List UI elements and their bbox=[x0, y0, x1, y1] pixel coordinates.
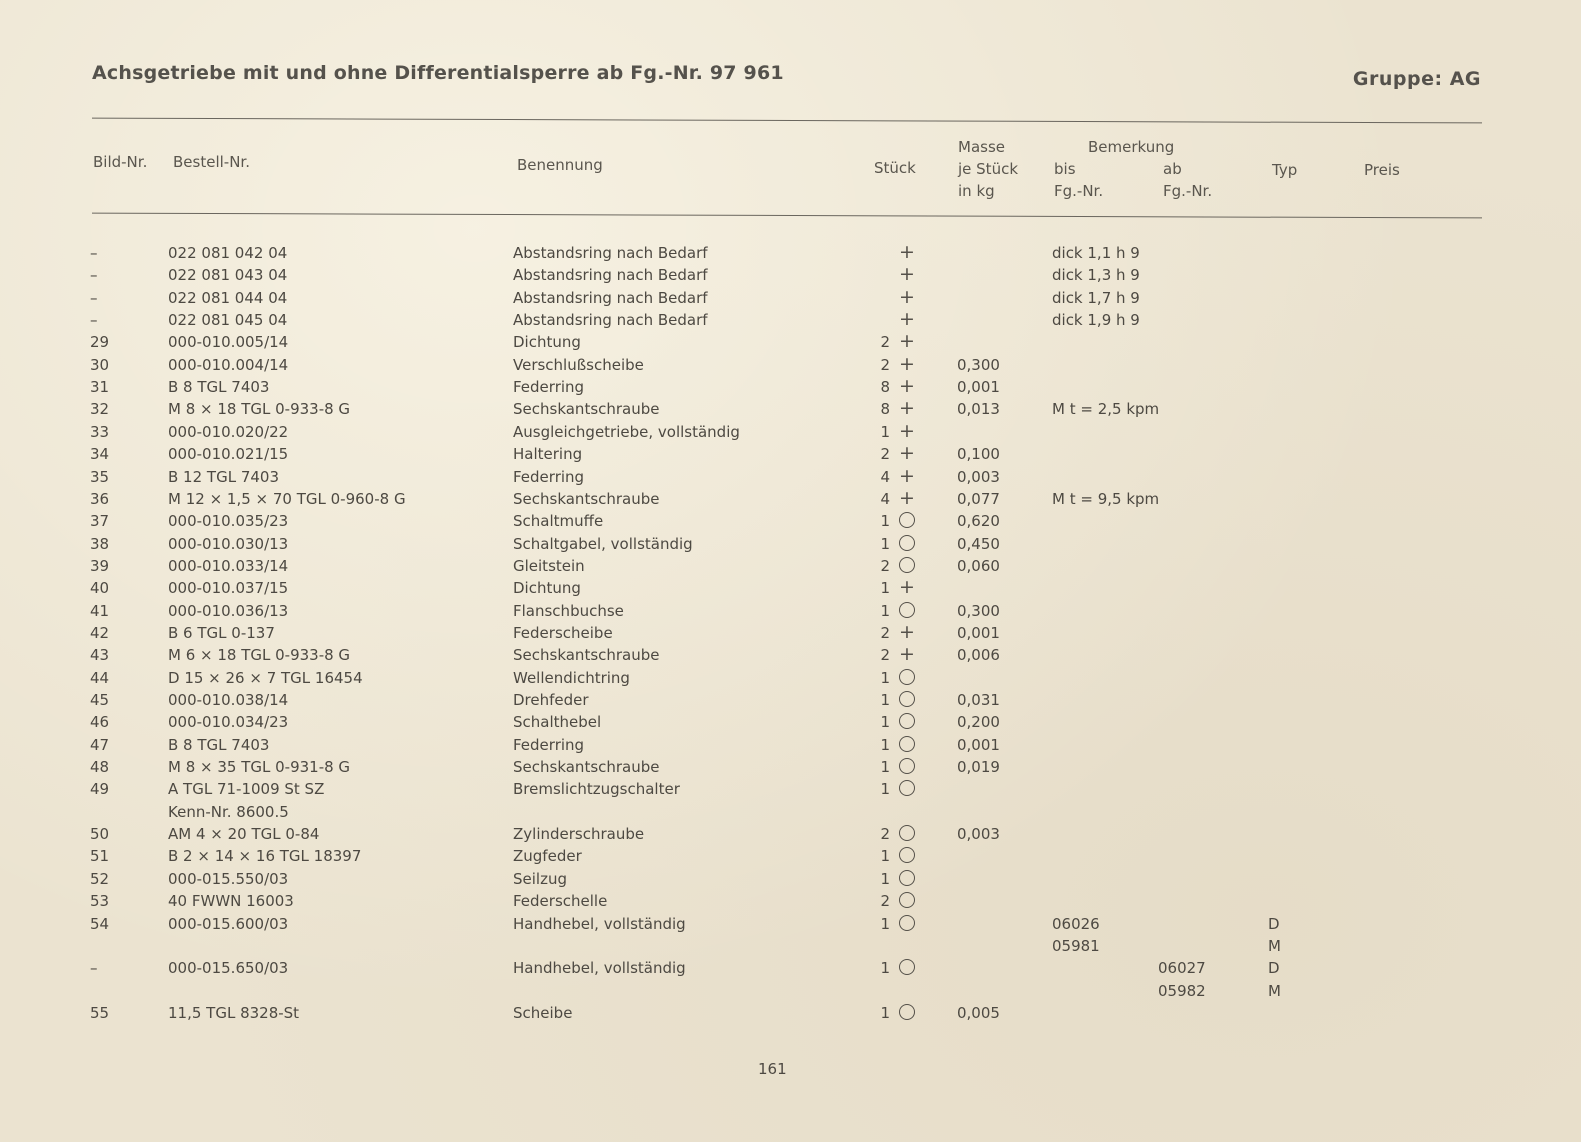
bestell-nr-cell: M 12 × 1,5 × 70 TGL 0-960-8 G bbox=[168, 489, 406, 508]
page-number: 161 bbox=[758, 1060, 787, 1078]
bestell-nr-cell: 022 081 042 04 bbox=[168, 244, 288, 262]
stueck-cell: 2 bbox=[880, 646, 890, 665]
table-row bbox=[0, 533, 1581, 555]
stueck-cell: 1 bbox=[880, 735, 890, 754]
table-row bbox=[0, 667, 1581, 689]
table-row bbox=[0, 398, 1581, 420]
bild-nr-cell: 41 bbox=[90, 601, 110, 620]
masse-cell: 0,300 bbox=[957, 601, 1000, 620]
circle-marker-icon bbox=[897, 868, 917, 890]
stueck-cell: 1 bbox=[880, 713, 890, 732]
bild-nr-cell: 45 bbox=[90, 691, 110, 709]
circle-marker-icon bbox=[897, 711, 917, 733]
benennung-cell: Sechskantschraube bbox=[513, 646, 660, 665]
bestell-nr-cell: 000-010.021/15 bbox=[168, 445, 289, 464]
col-header-masse-line1: Masse bbox=[958, 138, 1005, 156]
benennung-cell: Flanschbuchse bbox=[513, 601, 624, 620]
masse-cell: 0,100 bbox=[957, 445, 1000, 464]
masse-cell: 0,620 bbox=[957, 512, 1000, 531]
benennung-cell: Zugfeder bbox=[513, 847, 582, 866]
bestell-nr-cell: 000-010.033/14 bbox=[168, 556, 289, 575]
bild-nr-cell: 42 bbox=[90, 623, 110, 642]
bild-nr-cell: 47 bbox=[90, 735, 110, 754]
plus-marker-icon: + bbox=[899, 308, 915, 331]
stueck-cell: 4 bbox=[880, 467, 890, 486]
bild-nr-cell: – bbox=[90, 266, 98, 285]
table-row bbox=[0, 264, 1581, 286]
table-row bbox=[0, 331, 1581, 353]
bild-nr-cell: 48 bbox=[90, 758, 110, 777]
circle-marker-icon bbox=[897, 533, 917, 555]
table-row bbox=[0, 577, 1581, 599]
benennung-cell: Seilzug bbox=[513, 869, 567, 888]
masse-cell: 0,005 bbox=[957, 1003, 1000, 1022]
benennung-cell: Dichtung bbox=[513, 579, 581, 598]
benennung-cell: Abstandsring nach Bedarf bbox=[513, 311, 708, 330]
typ-cell: M bbox=[1268, 936, 1281, 955]
stueck-cell: 2 bbox=[880, 333, 890, 352]
stueck-cell: 2 bbox=[880, 892, 890, 911]
bestell-nr-cell: 000-010.020/22 bbox=[168, 422, 289, 441]
group-label: Gruppe: AG bbox=[1352, 68, 1481, 90]
table-row bbox=[0, 309, 1581, 331]
circle-marker-icon bbox=[897, 1002, 917, 1024]
table-row bbox=[0, 443, 1581, 465]
circle-marker-icon bbox=[897, 555, 917, 577]
benennung-cell: Zylinderschraube bbox=[513, 825, 645, 844]
col-header-masse bbox=[958, 136, 1018, 202]
header-rule-top bbox=[92, 118, 1482, 124]
table-row bbox=[0, 778, 1581, 800]
benennung-cell: Federring bbox=[513, 378, 585, 397]
bestell-nr-cell: 000-010.005/14 bbox=[168, 333, 289, 352]
table-row bbox=[0, 957, 1581, 979]
masse-cell: 0,003 bbox=[957, 467, 1000, 486]
table-row bbox=[0, 287, 1581, 309]
bild-nr-cell: – bbox=[90, 244, 98, 262]
bestell-nr-cell: B 8 TGL 7403 bbox=[168, 735, 270, 754]
stueck-cell: 1 bbox=[880, 534, 890, 553]
bemerkung-bis-cell: dick 1,3 h 9 bbox=[1052, 266, 1140, 285]
masse-cell: 0,450 bbox=[957, 534, 1000, 553]
table-row bbox=[0, 421, 1581, 443]
plus-marker-icon: + bbox=[899, 241, 915, 263]
col-header-ab bbox=[1163, 158, 1212, 202]
table-row bbox=[0, 980, 1581, 1002]
circle-marker-icon bbox=[897, 957, 917, 979]
stueck-cell: 1 bbox=[880, 914, 890, 933]
bestell-nr-cell: B 2 × 14 × 16 TGL 18397 bbox=[168, 847, 362, 866]
bild-nr-cell: 33 bbox=[90, 422, 110, 441]
plus-marker-icon: + bbox=[899, 486, 915, 509]
bemerkung-bis-cell: dick 1,1 h 9 bbox=[1052, 244, 1140, 262]
stueck-cell: 8 bbox=[880, 378, 890, 397]
benennung-cell: Abstandsring nach Bedarf bbox=[513, 244, 708, 262]
table-row bbox=[0, 913, 1581, 935]
plus-marker-icon: + bbox=[899, 464, 915, 487]
plus-marker-icon: + bbox=[899, 442, 915, 465]
bestell-nr-cell: Kenn-Nr. 8600.5 bbox=[168, 802, 289, 821]
table-row bbox=[0, 354, 1581, 376]
table-row bbox=[0, 689, 1581, 711]
col-header-bild: Bild-Nr. bbox=[93, 153, 148, 171]
stueck-cell: 1 bbox=[880, 869, 890, 888]
table-row bbox=[0, 823, 1581, 845]
stueck-cell: 1 bbox=[880, 780, 890, 799]
circle-marker-icon bbox=[897, 890, 917, 912]
stueck-cell: 1 bbox=[880, 422, 890, 441]
circle-marker-icon bbox=[897, 756, 917, 778]
stueck-cell: 1 bbox=[880, 847, 890, 866]
masse-cell: 0,019 bbox=[957, 758, 1000, 777]
table-row bbox=[0, 801, 1581, 823]
masse-cell: 0,001 bbox=[957, 378, 1000, 397]
bestell-nr-cell: 000-010.030/13 bbox=[168, 534, 289, 553]
table-row bbox=[0, 734, 1581, 756]
header-rule-bottom bbox=[92, 213, 1482, 219]
table-row bbox=[0, 845, 1581, 867]
table-row bbox=[0, 600, 1581, 622]
masse-cell: 0,200 bbox=[957, 713, 1000, 732]
circle-marker-icon bbox=[897, 913, 917, 935]
benennung-cell: Handhebel, vollständig bbox=[513, 914, 686, 933]
bild-nr-cell: 32 bbox=[90, 400, 110, 419]
benennung-cell: Scheibe bbox=[513, 1003, 573, 1022]
bestell-nr-cell: M 6 × 18 TGL 0-933-8 G bbox=[168, 646, 351, 665]
table-row bbox=[0, 622, 1581, 644]
stueck-cell: 1 bbox=[880, 512, 890, 531]
benennung-cell: Handhebel, vollständig bbox=[513, 959, 686, 978]
circle-marker-icon bbox=[897, 689, 917, 711]
plus-marker-icon: + bbox=[899, 263, 915, 286]
col-header-masse-line2: je Stück bbox=[958, 160, 1019, 178]
plus-marker-icon: + bbox=[899, 419, 915, 442]
circle-marker-icon bbox=[897, 510, 917, 532]
bemerkung-ab-cell: 05982 bbox=[1158, 981, 1206, 1000]
bestell-nr-cell: 000-015.550/03 bbox=[168, 869, 289, 888]
stueck-cell: 2 bbox=[880, 825, 890, 844]
table-row bbox=[0, 711, 1581, 733]
table-row bbox=[0, 242, 1581, 264]
stueck-cell: 2 bbox=[880, 445, 890, 464]
bemerkung-bis-cell: M t = 2,5 kpm bbox=[1052, 400, 1160, 419]
stueck-cell: 8 bbox=[880, 400, 890, 419]
stueck-cell: 1 bbox=[880, 691, 890, 709]
bild-nr-cell: 53 bbox=[90, 892, 110, 911]
table-row bbox=[0, 466, 1581, 488]
page-title: Achsgetriebe mit und ohne Differentialsperre ab Fg.-Nr. 97 961 bbox=[92, 62, 784, 84]
plus-marker-icon: + bbox=[899, 352, 915, 375]
plus-marker-icon: + bbox=[899, 620, 915, 643]
stueck-cell: 2 bbox=[880, 355, 890, 374]
circle-marker-icon bbox=[897, 600, 917, 622]
bestell-nr-cell: 000-015.600/03 bbox=[168, 914, 289, 933]
table-row bbox=[0, 890, 1581, 912]
benennung-cell: Sechskantschraube bbox=[513, 400, 660, 419]
stueck-cell: 1 bbox=[880, 959, 890, 978]
col-header-stueck: Stück bbox=[874, 159, 916, 177]
masse-cell: 0,003 bbox=[957, 825, 1000, 844]
bestell-nr-cell: B 12 TGL 7403 bbox=[168, 467, 279, 486]
bestell-nr-cell: 022 081 045 04 bbox=[168, 311, 288, 330]
col-header-ab-line2: Fg.-Nr. bbox=[1163, 182, 1213, 200]
benennung-cell: Wellendichtring bbox=[513, 668, 630, 687]
bild-nr-cell: 30 bbox=[90, 355, 110, 374]
bild-nr-cell: 35 bbox=[90, 467, 110, 486]
bild-nr-cell: 39 bbox=[90, 556, 110, 575]
bemerkung-bis-cell: 06026 bbox=[1052, 914, 1100, 933]
bild-nr-cell: 55 bbox=[90, 1003, 110, 1022]
table-row bbox=[0, 488, 1581, 510]
masse-cell: 0,300 bbox=[957, 355, 1000, 374]
bestell-nr-cell: 000-015.650/03 bbox=[168, 959, 289, 978]
benennung-cell: Verschlußscheibe bbox=[513, 355, 644, 374]
benennung-cell: Sechskantschraube bbox=[513, 489, 660, 508]
benennung-cell: Drehfeder bbox=[513, 691, 589, 709]
stueck-cell: 1 bbox=[880, 1003, 890, 1022]
bild-nr-cell: – bbox=[90, 311, 98, 330]
bild-nr-cell: 36 bbox=[90, 489, 110, 508]
circle-marker-icon bbox=[897, 778, 917, 800]
stueck-cell: 2 bbox=[880, 556, 890, 575]
stueck-cell: 1 bbox=[880, 758, 890, 777]
benennung-cell: Ausgleichgetriebe, vollständig bbox=[513, 422, 740, 441]
bestell-nr-cell: 000-010.037/15 bbox=[168, 579, 289, 598]
bild-nr-cell: 49 bbox=[90, 780, 110, 799]
table-row bbox=[0, 1002, 1581, 1024]
table-row bbox=[0, 644, 1581, 666]
bestell-nr-cell: AM 4 × 20 TGL 0-84 bbox=[168, 825, 320, 844]
bild-nr-cell: 50 bbox=[90, 825, 110, 844]
bemerkung-bis-cell: dick 1,7 h 9 bbox=[1052, 288, 1140, 307]
bild-nr-cell: – bbox=[90, 959, 98, 978]
bestell-nr-cell: D 15 × 26 × 7 TGL 16454 bbox=[168, 668, 363, 687]
bild-nr-cell: 34 bbox=[90, 445, 110, 464]
plus-marker-icon: + bbox=[899, 397, 915, 420]
plus-marker-icon: + bbox=[899, 576, 915, 599]
masse-cell: 0,001 bbox=[957, 735, 1000, 754]
bild-nr-cell: – bbox=[90, 288, 98, 307]
bestell-nr-cell: 000-010.038/14 bbox=[168, 691, 289, 709]
masse-cell: 0,013 bbox=[957, 400, 1000, 419]
bild-nr-cell: 44 bbox=[90, 668, 110, 687]
table-row bbox=[0, 510, 1581, 532]
col-header-benennung: Benennung bbox=[517, 156, 603, 174]
bestell-nr-cell: 000-010.034/23 bbox=[168, 713, 289, 732]
benennung-cell: Schaltgabel, vollständig bbox=[513, 534, 693, 553]
bild-nr-cell: 37 bbox=[90, 512, 110, 531]
bemerkung-bis-cell: M t = 9,5 kpm bbox=[1052, 489, 1160, 508]
bestell-nr-cell: B 8 TGL 7403 bbox=[168, 378, 270, 397]
benennung-cell: Federschelle bbox=[513, 892, 608, 911]
bestell-nr-cell: 11,5 TGL 8328-St bbox=[168, 1003, 300, 1022]
col-header-preis: Preis bbox=[1364, 161, 1400, 179]
bild-nr-cell: 40 bbox=[90, 579, 110, 598]
masse-cell: 0,031 bbox=[957, 691, 1000, 709]
bild-nr-cell: 38 bbox=[90, 534, 110, 553]
circle-marker-icon bbox=[897, 667, 917, 689]
stueck-cell: 1 bbox=[880, 601, 890, 620]
masse-cell: 0,001 bbox=[957, 623, 1000, 642]
circle-marker-icon bbox=[897, 823, 917, 845]
plus-marker-icon: + bbox=[899, 330, 915, 353]
benennung-cell: Bremslichtzugschalter bbox=[513, 780, 680, 799]
col-header-bis-line1: bis bbox=[1054, 160, 1076, 178]
table-row bbox=[0, 376, 1581, 398]
bild-nr-cell: 46 bbox=[90, 713, 110, 732]
bestell-nr-cell: 000-010.004/14 bbox=[168, 355, 289, 374]
bemerkung-ab-cell: 06027 bbox=[1158, 959, 1206, 978]
circle-marker-icon bbox=[897, 734, 917, 756]
stueck-cell: 2 bbox=[880, 623, 890, 642]
benennung-cell: Abstandsring nach Bedarf bbox=[513, 266, 708, 285]
bestell-nr-cell: B 6 TGL 0-137 bbox=[168, 623, 275, 642]
typ-cell: M bbox=[1268, 981, 1281, 1000]
benennung-cell: Abstandsring nach Bedarf bbox=[513, 288, 708, 307]
bemerkung-bis-cell: dick 1,9 h 9 bbox=[1052, 311, 1140, 330]
table-row bbox=[0, 868, 1581, 890]
bild-nr-cell: 29 bbox=[90, 333, 110, 352]
typ-cell: D bbox=[1268, 914, 1280, 933]
col-header-ab-line1: ab bbox=[1163, 160, 1182, 178]
plus-marker-icon: + bbox=[899, 375, 915, 398]
bild-nr-cell: 51 bbox=[90, 847, 110, 866]
table-row bbox=[0, 756, 1581, 778]
masse-cell: 0,006 bbox=[957, 646, 1000, 665]
bestell-nr-cell: M 8 × 35 TGL 0-931-8 G bbox=[168, 758, 351, 777]
typ-cell: D bbox=[1268, 959, 1280, 978]
bestell-nr-cell: 000-010.036/13 bbox=[168, 601, 289, 620]
bild-nr-cell: 43 bbox=[90, 646, 110, 665]
col-header-bemerkung: Bemerkung bbox=[1088, 138, 1175, 156]
plus-marker-icon: + bbox=[899, 285, 915, 308]
benennung-cell: Federring bbox=[513, 467, 585, 486]
benennung-cell: Federring bbox=[513, 735, 585, 754]
bestell-nr-cell: 022 081 043 04 bbox=[168, 266, 288, 285]
benennung-cell: Federscheibe bbox=[513, 623, 613, 642]
benennung-cell: Haltering bbox=[513, 445, 583, 464]
col-header-bis-line2: Fg.-Nr. bbox=[1054, 182, 1104, 200]
col-header-typ: Typ bbox=[1272, 161, 1298, 179]
stueck-cell: 4 bbox=[880, 489, 890, 508]
bild-nr-cell: 54 bbox=[90, 914, 110, 933]
bemerkung-bis-cell: 05981 bbox=[1052, 936, 1100, 955]
masse-cell: 0,077 bbox=[957, 489, 1000, 508]
masse-cell: 0,060 bbox=[957, 556, 1000, 575]
bestell-nr-cell: 000-010.035/23 bbox=[168, 512, 289, 531]
bestell-nr-cell: 40 FWWN 16003 bbox=[168, 892, 294, 911]
benennung-cell: Sechskantschraube bbox=[513, 758, 660, 777]
benennung-cell: Gleitstein bbox=[513, 556, 585, 575]
table-row bbox=[0, 555, 1581, 577]
benennung-cell: Dichtung bbox=[513, 333, 581, 352]
bestell-nr-cell: 022 081 044 04 bbox=[168, 288, 288, 307]
plus-marker-icon: + bbox=[899, 643, 915, 666]
bestell-nr-cell: A TGL 71-1009 St SZ bbox=[168, 780, 325, 799]
col-header-masse-line3: in kg bbox=[958, 182, 995, 200]
table-row bbox=[0, 935, 1581, 957]
col-header-bestell: Bestell-Nr. bbox=[173, 153, 250, 171]
circle-marker-icon bbox=[897, 845, 917, 867]
col-header-bis bbox=[1054, 158, 1103, 202]
bestell-nr-cell: M 8 × 18 TGL 0-933-8 G bbox=[168, 400, 351, 419]
stueck-cell: 1 bbox=[880, 668, 890, 687]
bild-nr-cell: 31 bbox=[90, 378, 110, 397]
bild-nr-cell: 52 bbox=[90, 869, 110, 888]
benennung-cell: Schaltmuffe bbox=[513, 512, 604, 531]
benennung-cell: Schalthebel bbox=[513, 713, 602, 732]
stueck-cell: 1 bbox=[880, 579, 890, 598]
